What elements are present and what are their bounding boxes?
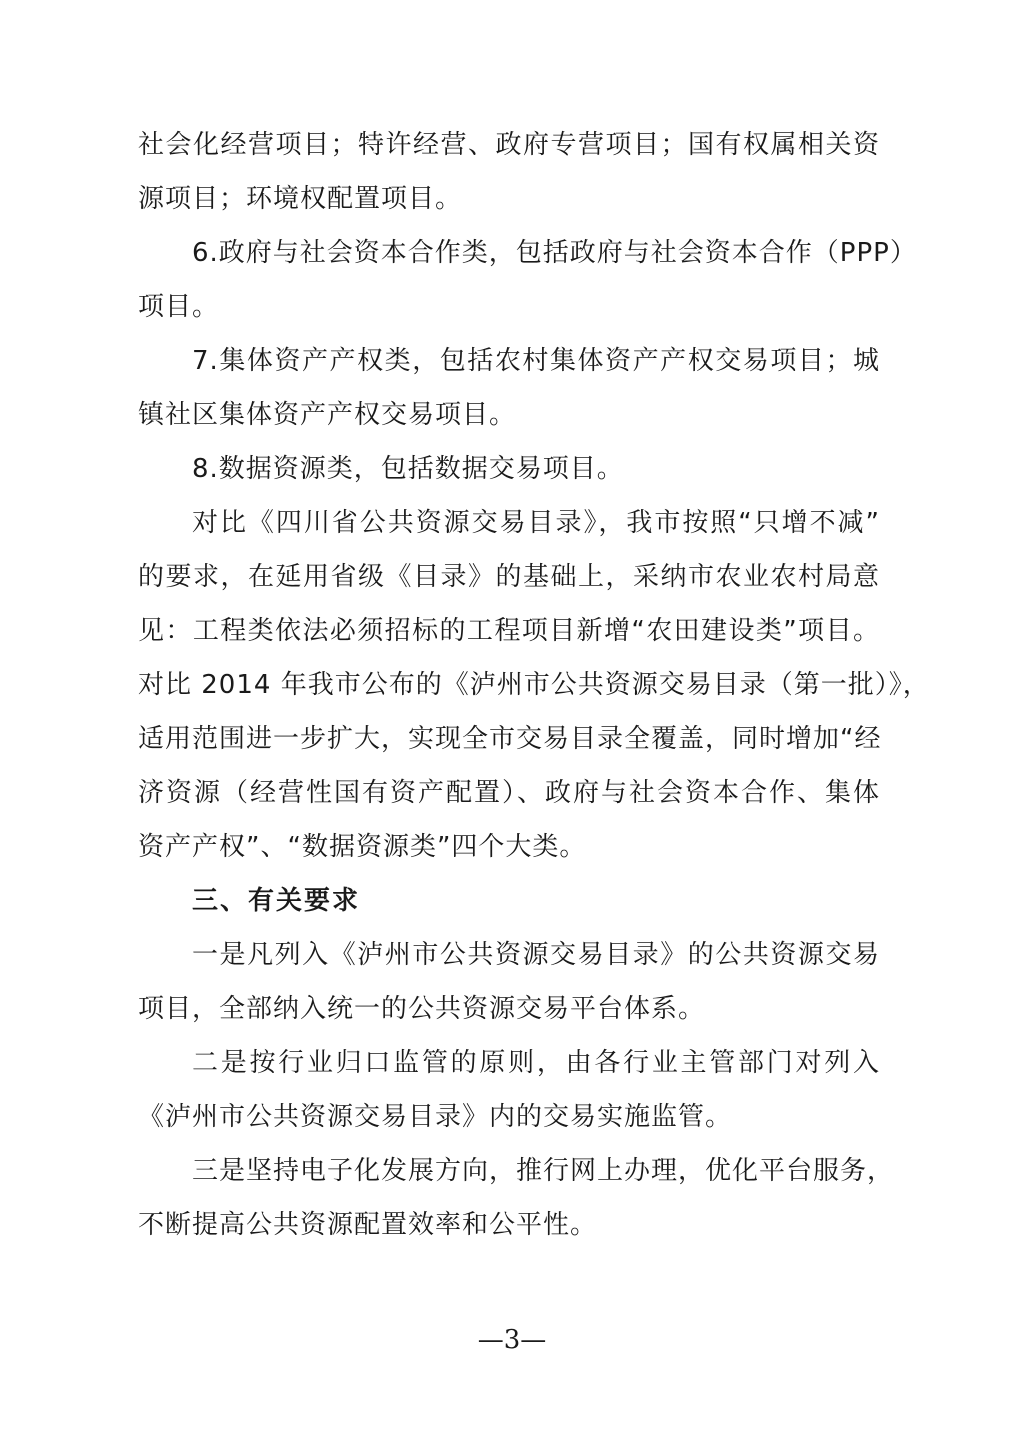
document-body bbox=[138, 118, 930, 1252]
text-line: 适用范围进一步扩大，实现全市交易目录全覆盖，同时增加“经 bbox=[138, 724, 882, 754]
text-line: 源项目；环境权配置项目。 bbox=[138, 184, 463, 214]
paragraph-first-line: 三是坚持电子化发展方向，推行网上办理，优化平台服务， bbox=[192, 1156, 895, 1186]
section-heading: 三、有关要求 bbox=[192, 886, 361, 916]
text-line: 《泸州市公共资源交易目录》内的交易实施监管。 bbox=[138, 1102, 733, 1132]
text-line: 镇社区集体资产产权交易项目。 bbox=[138, 400, 517, 430]
text-line: 的要求，在延用省级《目录》的基础上，采纳市农业农村局意 bbox=[138, 562, 880, 592]
text-line: 对比 2014 年我市公布的《泸州市公共资源交易目录（第一批）》， bbox=[138, 670, 930, 700]
paragraph-first-line: 8.数据资源类，包括数据交易项目。 bbox=[192, 454, 624, 484]
page-number: —3— bbox=[477, 1325, 547, 1355]
text-line: 资产产权”、“数据资源类”四个大类。 bbox=[138, 832, 587, 862]
paragraph-first-line: 一是凡列入《泸州市公共资源交易目录》的公共资源交易 bbox=[192, 940, 880, 970]
text-line: 社会化经营项目；特许经营、政府专营项目；国有权属相关资 bbox=[138, 130, 880, 160]
text-line: 济资源（经营性国有资产配置）、政府与社会资本合作、集体 bbox=[138, 778, 880, 808]
text-line: 项目，全部纳入统一的公共资源交易平台体系。 bbox=[138, 994, 706, 1024]
text-line: 项目。 bbox=[138, 292, 220, 322]
text-line: 见：工程类依法必须招标的工程项目新增“农田建设类”项目。 bbox=[138, 616, 880, 646]
paragraph-first-line: 对比《四川省公共资源交易目录》，我市按照“只增不减” bbox=[192, 508, 880, 538]
paragraph-first-line: 二是按行业归口监管的原则，由各行业主管部门对列入 bbox=[192, 1048, 880, 1078]
paragraph-first-line: 6.政府与社会资本合作类，包括政府与社会资本合作（PPP） bbox=[192, 238, 917, 268]
text-line: 不断提高公共资源配置效率和公平性。 bbox=[138, 1210, 598, 1240]
paragraph-first-line: 7.集体资产产权类，包括农村集体资产产权交易项目；城 bbox=[192, 346, 880, 376]
